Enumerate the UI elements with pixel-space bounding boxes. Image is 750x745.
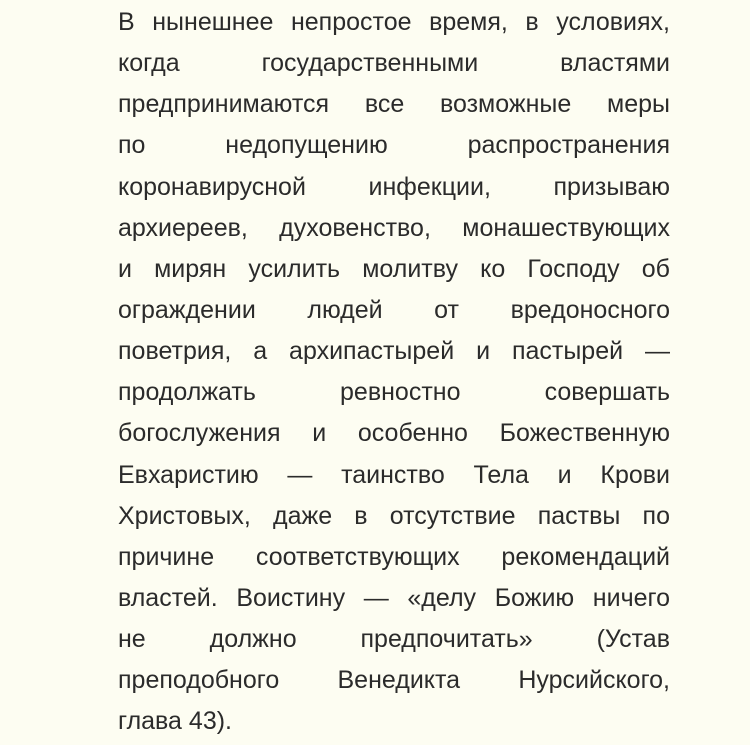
text-line: коронавирусной инфекции, призываю [118, 172, 670, 201]
paragraph [118, 2, 670, 743]
text-line: когда государственными властями [118, 49, 670, 78]
text-line: не должно предпочитать» (Устав [118, 625, 670, 654]
text-line: В нынешнее непростое время, в условиях, [118, 8, 670, 36]
text-line: преподобного Венедикта Нурсийского, [118, 666, 670, 695]
text-line: по недопущению распространения [118, 131, 670, 160]
text-line: и мирян усилить молитву ко Господу об [118, 254, 670, 283]
text-line: глава 43). [118, 707, 232, 736]
text-line: предпринимаются все возможные меры [118, 90, 670, 119]
text-line: продолжать ревностно совершать [118, 378, 670, 407]
text-line: властей. Воистину — «делу Божию ничего [118, 583, 670, 612]
text-line: поветрия, а архипастырей и пастырей — [118, 337, 670, 366]
text-line: причине соответствующих рекомендаций [118, 542, 670, 571]
text-line: ограждении людей от вредоносного [118, 295, 670, 324]
text-line: архиереев, духовенство, монашествующих [118, 213, 670, 242]
text-line: Евхаристию — таинство Тела и Крови [118, 460, 670, 489]
text-line: богослужения и особенно Божественную [118, 419, 670, 448]
text-line: Христовых, даже в отсутствие паствы по [118, 501, 670, 530]
